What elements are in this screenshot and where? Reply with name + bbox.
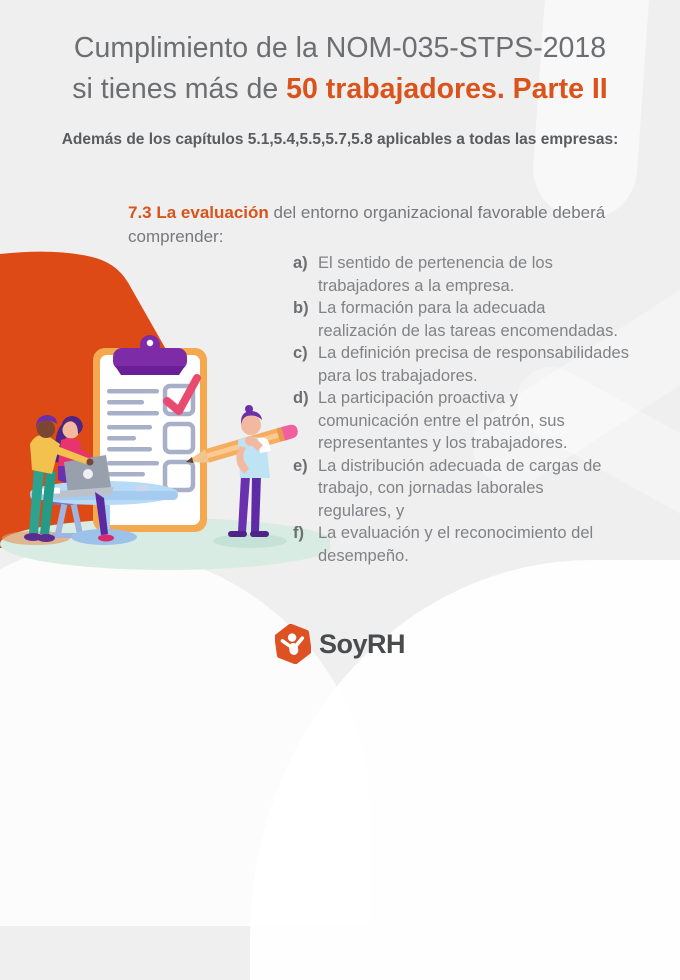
list-item-text: [318, 252, 553, 297]
list-item-text: [318, 522, 593, 567]
title-line2-normal: si tienes más de: [72, 73, 287, 105]
list-line: para los trabajadores.: [318, 366, 478, 385]
list-item-letter: c): [293, 344, 308, 362]
list-item: [293, 522, 653, 567]
list-line: representantes y los trabajadores.: [318, 434, 568, 452]
subtitle: Además de los capítulos 5.1,5.4,5.5,5.7,5.8 aplicables a todas las empresas:: [61, 131, 619, 148]
list-line: realización de las tareas encomendadas.: [318, 321, 618, 340]
list-item-text: [318, 342, 629, 387]
list-item-letter: d): [293, 389, 309, 407]
list-line: La formación para la adecuada: [318, 299, 546, 317]
list-line: trabajo, con jornadas laborales: [318, 479, 544, 497]
pencil-person: [228, 405, 271, 537]
section-heading-line2: comprender:: [128, 227, 224, 246]
list-item-text: [318, 387, 567, 455]
page-title: [0, 28, 680, 110]
list-item-text: [318, 455, 601, 523]
list-item: [293, 387, 653, 455]
list-item: [293, 455, 653, 523]
list-line: comunicación entre el patrón, sus: [318, 411, 565, 430]
list-line: regulares, y: [318, 501, 405, 520]
title-line2-accent: 50 trabajadores. Parte II: [286, 73, 608, 105]
section-heading: [128, 201, 648, 249]
section-heading-rest: del entorno organizacional favorable deberá: [268, 203, 606, 222]
title-line1: Cumplimiento de la NOM-035-STPS-2018: [73, 32, 607, 64]
list-line: La definición precisa de responsabilidades: [318, 344, 629, 362]
list-line: La participación proactiva y: [318, 389, 518, 407]
requirements-list: [293, 252, 653, 567]
list-item: [293, 252, 653, 297]
list-item: [293, 297, 653, 342]
background-wave: [250, 560, 680, 980]
list-line: El sentido de pertenencia de los: [318, 254, 553, 272]
list-item-letter: a): [293, 254, 308, 272]
checklist-teamwork-illustration: [0, 248, 330, 578]
list-item-text: [318, 297, 618, 342]
list-line: La evaluación y el reconocimiento del: [318, 524, 594, 542]
list-item-letter: f): [293, 524, 304, 542]
list-item: [293, 342, 653, 387]
section-number: 7.3 La evaluación: [128, 203, 269, 222]
logo-text: SoyRH: [318, 628, 405, 659]
footer-logo: [0, 624, 680, 664]
list-item-letter: b): [293, 299, 309, 317]
list-line: trabajadores a la empresa.: [318, 276, 515, 295]
list-line: desempeño.: [318, 546, 409, 565]
list-item-letter: e): [293, 456, 308, 475]
list-line: La distribución adecuada de cargas de: [318, 456, 602, 475]
soyrh-logo-icon: [275, 624, 311, 664]
